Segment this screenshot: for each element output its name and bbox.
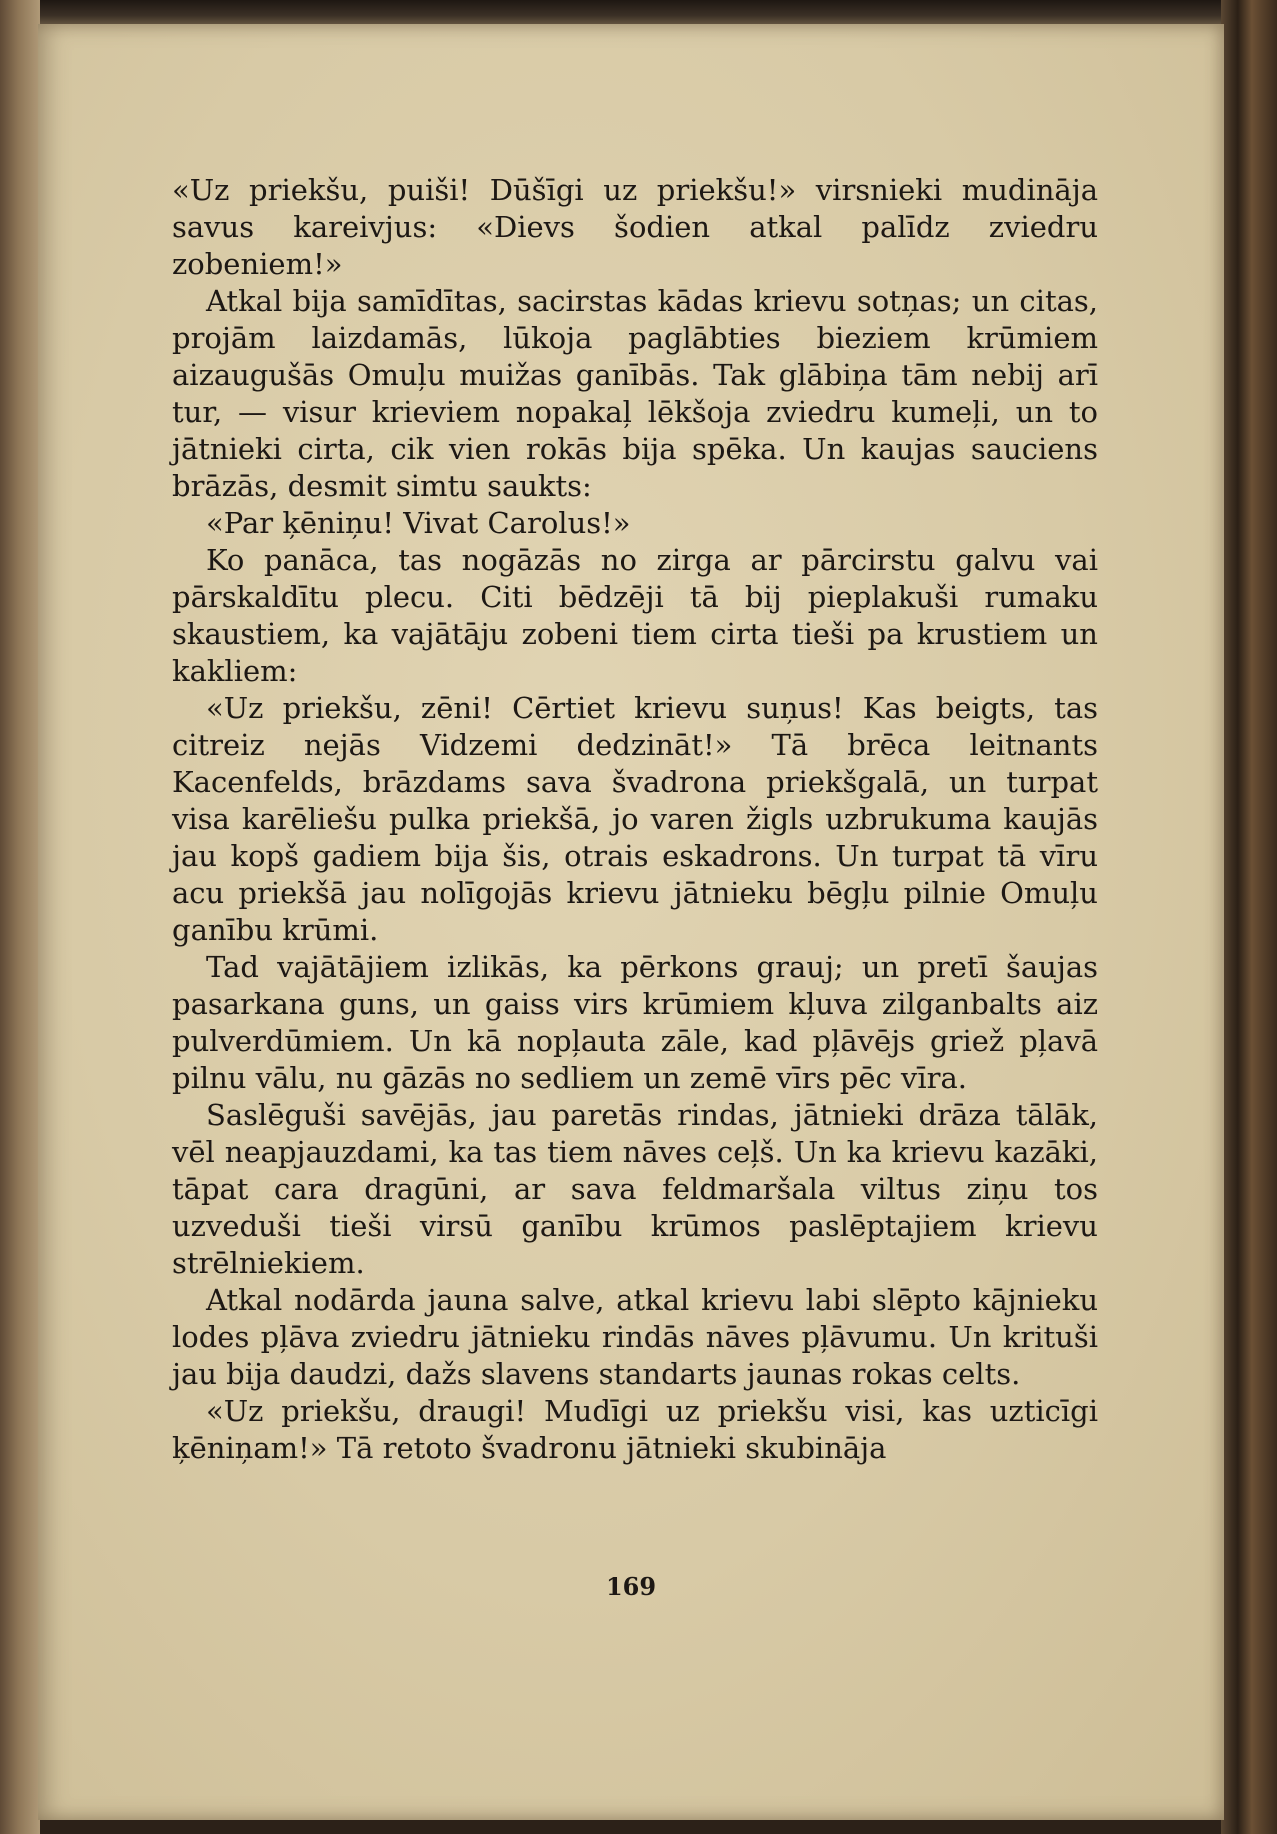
page-number: 169: [605, 1572, 657, 1601]
paragraph: Atkal nodārda jauna salve, atkal krievu labi slēpto kājnieku lodes pļāva zviedru jātnieku rindās nāves pļāvumu. Un krituši jau bija daudzi, dažs slavens standarts jaunas rokas celts.: [172, 1283, 1098, 1391]
body-text: [172, 172, 1098, 1467]
book-cover-edge: [1221, 0, 1277, 1834]
paragraph: Tad vajātājiem izlikās, ka pērkons grauj; un pretī šaujas pasarkana guns, un gaiss virs krūmiem kļuva zilganbalts aiz pulverdūmiem. Un kā nopļauta zāle, kad pļāvējs griež pļavā pilnu vālu, nu gāzās no sedliem un zemē vīrs pēc vīra.: [172, 950, 1098, 1095]
paragraph: Atkal bija samīdītas, sacirstas kādas krievu sotņas; un citas, projām laizdamās, lūkoja paglābties bieziem krūmiem aizaugušās Omuļu muižas ganībās. Tak glābiņa tām nebij arī tur, — visur krieviem nopakaļ lēkšoja zviedru kumeļi, un to jātnieki cirta, cik vien rokās bija spēka. Un kaujas sauciens brāzās, desmit simtu saukts:: [172, 284, 1098, 503]
book-top-edge: [0, 0, 1277, 26]
paragraph: «Uz priekšu, zēni! Cērtiet krievu suņus! Kas beigts, tas citreiz nejās Vidzemi dedzināt!» Tā brēca leitnants Kacenfelds, brāzdams sava švadrona priekšgalā, un turpat visa karēliešu pulka priekšā, jo varen žigls uzbrukuma kaujās jau kopš gadiem bija šis, otrais eskadrons. Un turpat tā vīru acu priekšā jau nolīgojās krievu jātnieku bēgļu pilnie Omuļu ganību krūmi.: [172, 691, 1098, 947]
paragraph: Saslēguši savējās, jau paretās rindas, jātnieki drāza tālāk, vēl neapjauzdami, ka tas tiem nāves ceļš. Un ka krievu kazāki, tāpat cara dragūni, ar sava feldmaršala viltus ziņu tos uzveduši tieši virsū ganību krūmos paslēptajiem krievu strēlniekiem.: [172, 1098, 1098, 1280]
paragraph: «Uz priekšu, puiši! Dūšīgi uz priekšu!» virsnieki mudināja savus kareivjus: «Dievs šodien atkal palīdz zviedru zobeniem!»: [172, 173, 1098, 281]
page-sheet: [38, 24, 1224, 1820]
book-spine-edge: [0, 0, 40, 1834]
paragraph: Ko panāca, tas nogāzās no zirga ar pārcirstu galvu vai pārskaldītu plecu. Citi bēdzēji tā bij pieplakuši rumaku skaustiem, ka vajātāju zobeni tiem cirta tieši pa krustiem un kakliem:: [172, 543, 1098, 688]
paragraph: «Uz priekšu, draugi! Mudīgi uz priekšu visi, kas uzticīgi ķēniņam!» Tā retoto švadronu jātnieki skubināja: [172, 1394, 1098, 1465]
paragraph: «Par ķēniņu! Vivat Carolus!»: [206, 506, 631, 540]
